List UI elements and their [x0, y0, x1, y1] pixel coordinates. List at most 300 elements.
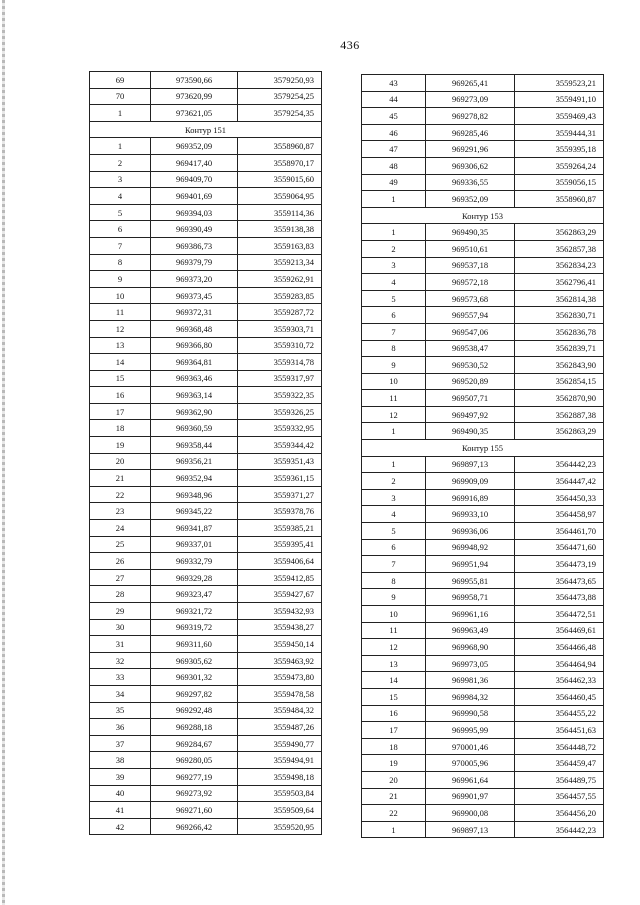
- table-row: [362, 224, 604, 241]
- table-row: [90, 486, 322, 503]
- x-coordinate-cell: 969984,32: [426, 688, 515, 705]
- table-row: [362, 191, 604, 208]
- table-row: [90, 171, 322, 188]
- y-coordinate-cell: 3558960,87: [238, 138, 322, 155]
- point-number-cell: 12: [362, 406, 426, 423]
- y-coordinate-cell: 3559314,78: [238, 354, 322, 371]
- point-number-cell: 4: [362, 274, 426, 291]
- y-coordinate-cell: 3559378,76: [238, 503, 322, 520]
- table-row: [362, 307, 604, 324]
- point-number-cell: 33: [90, 669, 151, 686]
- x-coordinate-cell: 969507,71: [426, 390, 515, 407]
- table-row: [362, 622, 604, 639]
- x-coordinate-cell: 969948,92: [426, 539, 515, 556]
- point-number-cell: 22: [90, 486, 151, 503]
- y-coordinate-cell: 3559406,64: [238, 553, 322, 570]
- point-number-cell: 27: [90, 569, 151, 586]
- x-coordinate-cell: 969951,94: [426, 556, 515, 573]
- y-coordinate-cell: 3559303,71: [238, 320, 322, 337]
- point-number-cell: 8: [362, 340, 426, 357]
- table-row: [362, 523, 604, 540]
- point-number-cell: 16: [362, 705, 426, 722]
- x-coordinate-cell: 969547,06: [426, 323, 515, 340]
- y-coordinate-cell: 3559344,42: [238, 437, 322, 454]
- y-coordinate-cell: 3559056,15: [515, 174, 604, 191]
- x-coordinate-cell: 969352,09: [426, 191, 515, 208]
- y-coordinate-cell: 3559494,91: [238, 752, 322, 769]
- table-row: [362, 606, 604, 623]
- point-number-cell: 3: [362, 257, 426, 274]
- x-coordinate-cell: 969490,35: [426, 423, 515, 440]
- y-coordinate-cell: 3559138,38: [238, 221, 322, 238]
- point-number-cell: 1: [362, 456, 426, 473]
- x-coordinate-cell: 970005,96: [426, 755, 515, 772]
- x-coordinate-cell: 969306,62: [426, 157, 515, 174]
- table-row: [362, 506, 604, 523]
- y-coordinate-cell: 3564462,33: [515, 672, 604, 689]
- x-coordinate-cell: 973590,66: [151, 72, 238, 89]
- x-coordinate-cell: 969284,67: [151, 735, 238, 752]
- y-coordinate-cell: 3559332,95: [238, 420, 322, 437]
- point-number-cell: 47: [362, 141, 426, 158]
- point-number-cell: 10: [362, 606, 426, 623]
- y-coordinate-cell: 3559351,43: [238, 453, 322, 470]
- point-number-cell: 17: [90, 403, 151, 420]
- coordinates-table-left: [89, 71, 322, 835]
- y-coordinate-cell: 3559064,95: [238, 188, 322, 205]
- x-coordinate-cell: 969897,13: [426, 456, 515, 473]
- table-row: [362, 423, 604, 440]
- point-number-cell: 9: [90, 271, 151, 288]
- point-number-cell: 1: [362, 821, 426, 838]
- table-row: [90, 569, 322, 586]
- table-row: [362, 572, 604, 589]
- point-number-cell: 17: [362, 722, 426, 739]
- x-coordinate-cell: 969573,68: [426, 290, 515, 307]
- point-number-cell: 7: [362, 556, 426, 573]
- x-coordinate-cell: 969530,52: [426, 357, 515, 374]
- y-coordinate-cell: 3559427,67: [238, 586, 322, 603]
- point-number-cell: 8: [362, 572, 426, 589]
- y-coordinate-cell: 3559438,27: [238, 619, 322, 636]
- y-coordinate-cell: 3564448,72: [515, 738, 604, 755]
- point-number-cell: 10: [90, 287, 151, 304]
- table-row: [90, 470, 322, 487]
- table-row: [90, 735, 322, 752]
- x-coordinate-cell: 969955,81: [426, 572, 515, 589]
- x-coordinate-cell: 969341,87: [151, 520, 238, 537]
- point-number-cell: 22: [362, 805, 426, 822]
- x-coordinate-cell: 969510,61: [426, 240, 515, 257]
- table-row: [90, 304, 322, 321]
- point-number-cell: 49: [362, 174, 426, 191]
- y-coordinate-cell: 3562836,78: [515, 323, 604, 340]
- table-row: [90, 370, 322, 387]
- y-coordinate-cell: 3562839,71: [515, 340, 604, 357]
- y-coordinate-cell: 3564489,75: [515, 771, 604, 788]
- table-row: [90, 702, 322, 719]
- x-coordinate-cell: 969345,22: [151, 503, 238, 520]
- x-coordinate-cell: 969386,73: [151, 237, 238, 254]
- table-row: [362, 390, 604, 407]
- x-coordinate-cell: 969362,90: [151, 403, 238, 420]
- y-coordinate-cell: 3564457,55: [515, 788, 604, 805]
- table-row: [90, 138, 322, 155]
- y-coordinate-cell: 3564471,60: [515, 539, 604, 556]
- y-coordinate-cell: 3564451,63: [515, 722, 604, 739]
- y-coordinate-cell: 3562887,38: [515, 406, 604, 423]
- contour-header: Контур 151: [90, 121, 322, 138]
- y-coordinate-cell: 3559487,26: [238, 719, 322, 736]
- point-number-cell: 31: [90, 636, 151, 653]
- table-row: [362, 788, 604, 805]
- point-number-cell: 69: [90, 72, 151, 89]
- left-table-body: [90, 72, 322, 835]
- y-coordinate-cell: 3564458,97: [515, 506, 604, 523]
- table-row: [90, 354, 322, 371]
- table-row: [362, 655, 604, 672]
- table-row: [90, 652, 322, 669]
- x-coordinate-cell: 969329,28: [151, 569, 238, 586]
- point-number-cell: 24: [90, 520, 151, 537]
- x-coordinate-cell: 969572,18: [426, 274, 515, 291]
- table-row: [362, 290, 604, 307]
- y-coordinate-cell: 3559310,72: [238, 337, 322, 354]
- table-row: [90, 802, 322, 819]
- y-coordinate-cell: 3559371,27: [238, 486, 322, 503]
- table-row: [362, 157, 604, 174]
- point-number-cell: 25: [90, 536, 151, 553]
- point-number-cell: 39: [90, 768, 151, 785]
- y-coordinate-cell: 3559498,18: [238, 768, 322, 785]
- point-number-cell: 3: [362, 489, 426, 506]
- table-row: [362, 274, 604, 291]
- x-coordinate-cell: 969490,35: [426, 224, 515, 241]
- y-coordinate-cell: 3579250,93: [238, 72, 322, 89]
- point-number-cell: 16: [90, 387, 151, 404]
- y-coordinate-cell: 3559395,18: [515, 141, 604, 158]
- x-coordinate-cell: 969285,46: [426, 124, 515, 141]
- y-coordinate-cell: 3564469,61: [515, 622, 604, 639]
- x-coordinate-cell: 969909,09: [426, 473, 515, 490]
- x-coordinate-cell: 969323,47: [151, 586, 238, 603]
- y-coordinate-cell: 3562870,90: [515, 390, 604, 407]
- x-coordinate-cell: 969273,92: [151, 785, 238, 802]
- point-number-cell: 11: [90, 304, 151, 321]
- table-row: [362, 108, 604, 125]
- point-number-cell: 5: [362, 523, 426, 540]
- point-number-cell: 19: [362, 755, 426, 772]
- table-row: [362, 771, 604, 788]
- x-coordinate-cell: 969394,03: [151, 204, 238, 221]
- y-coordinate-cell: 3559444,31: [515, 124, 604, 141]
- table-row: [362, 805, 604, 822]
- table-row: [90, 752, 322, 769]
- table-row: [90, 105, 322, 122]
- contour-header: Контур 155: [362, 440, 604, 457]
- point-number-cell: 38: [90, 752, 151, 769]
- table-row: [362, 556, 604, 573]
- point-number-cell: 6: [362, 307, 426, 324]
- point-number-cell: 10: [362, 373, 426, 390]
- point-number-cell: 7: [90, 237, 151, 254]
- y-coordinate-cell: 3562796,41: [515, 274, 604, 291]
- point-number-cell: 36: [90, 719, 151, 736]
- y-coordinate-cell: 3564447,42: [515, 473, 604, 490]
- point-number-cell: 70: [90, 88, 151, 105]
- point-number-cell: 43: [362, 75, 426, 92]
- table-row: [90, 685, 322, 702]
- y-coordinate-cell: 3564460,45: [515, 688, 604, 705]
- table-row: [362, 705, 604, 722]
- x-coordinate-cell: 969301,32: [151, 669, 238, 686]
- table-row: [362, 323, 604, 340]
- point-number-cell: 12: [90, 320, 151, 337]
- y-coordinate-cell: 3558960,87: [515, 191, 604, 208]
- y-coordinate-cell: 3564461,70: [515, 523, 604, 540]
- x-coordinate-cell: 969348,96: [151, 486, 238, 503]
- y-coordinate-cell: 3562814,38: [515, 290, 604, 307]
- table-row: [362, 473, 604, 490]
- table-row: [362, 406, 604, 423]
- coordinates-table-right: [361, 74, 604, 838]
- table-row: [362, 589, 604, 606]
- point-number-cell: 32: [90, 652, 151, 669]
- x-coordinate-cell: 969364,81: [151, 354, 238, 371]
- table-row: [90, 387, 322, 404]
- x-coordinate-cell: 969278,82: [426, 108, 515, 125]
- y-coordinate-cell: 3564466,48: [515, 639, 604, 656]
- table-row: [90, 154, 322, 171]
- y-coordinate-cell: 3559490,77: [238, 735, 322, 752]
- y-coordinate-cell: 3562857,38: [515, 240, 604, 257]
- point-number-cell: 1: [362, 224, 426, 241]
- table-row: [90, 636, 322, 653]
- y-coordinate-cell: 3559361,15: [238, 470, 322, 487]
- table-row: [362, 539, 604, 556]
- point-number-cell: 1: [362, 423, 426, 440]
- x-coordinate-cell: 969332,79: [151, 553, 238, 570]
- x-coordinate-cell: 969990,58: [426, 705, 515, 722]
- point-number-cell: 11: [362, 622, 426, 639]
- x-coordinate-cell: 969273,09: [426, 91, 515, 108]
- y-coordinate-cell: 3559283,85: [238, 287, 322, 304]
- point-number-cell: 30: [90, 619, 151, 636]
- x-coordinate-cell: 969520,89: [426, 373, 515, 390]
- y-coordinate-cell: 3564450,33: [515, 489, 604, 506]
- x-coordinate-cell: 969297,82: [151, 685, 238, 702]
- point-number-cell: 20: [362, 771, 426, 788]
- point-number-cell: 23: [90, 503, 151, 520]
- x-coordinate-cell: 969321,72: [151, 603, 238, 620]
- x-coordinate-cell: 969358,44: [151, 437, 238, 454]
- point-number-cell: 2: [90, 154, 151, 171]
- point-number-cell: 18: [90, 420, 151, 437]
- y-coordinate-cell: 3564473,88: [515, 589, 604, 606]
- y-coordinate-cell: 3564456,20: [515, 805, 604, 822]
- table-row: [90, 287, 322, 304]
- y-coordinate-cell: 3559287,72: [238, 304, 322, 321]
- y-coordinate-cell: 3559432,93: [238, 603, 322, 620]
- x-coordinate-cell: 973620,99: [151, 88, 238, 105]
- y-coordinate-cell: 3559326,25: [238, 403, 322, 420]
- y-coordinate-cell: 3579254,35: [238, 105, 322, 122]
- x-coordinate-cell: 969363,14: [151, 387, 238, 404]
- x-coordinate-cell: 969352,94: [151, 470, 238, 487]
- point-number-cell: 2: [362, 240, 426, 257]
- x-coordinate-cell: 969409,70: [151, 171, 238, 188]
- x-coordinate-cell: 970001,46: [426, 738, 515, 755]
- table-row: [362, 821, 604, 838]
- x-coordinate-cell: 969936,06: [426, 523, 515, 540]
- y-coordinate-cell: 3564455,22: [515, 705, 604, 722]
- y-coordinate-cell: 3564442,23: [515, 821, 604, 838]
- y-coordinate-cell: 3559463,92: [238, 652, 322, 669]
- table-row: [90, 437, 322, 454]
- x-coordinate-cell: 969390,49: [151, 221, 238, 238]
- y-coordinate-cell: 3559491,10: [515, 91, 604, 108]
- table-row: [90, 619, 322, 636]
- table-row: [362, 174, 604, 191]
- x-coordinate-cell: 969379,79: [151, 254, 238, 271]
- right-table-body: [362, 75, 604, 838]
- x-coordinate-cell: 969497,92: [426, 406, 515, 423]
- x-coordinate-cell: 969336,55: [426, 174, 515, 191]
- point-number-cell: 19: [90, 437, 151, 454]
- x-coordinate-cell: 969337,01: [151, 536, 238, 553]
- point-number-cell: 1: [90, 105, 151, 122]
- table-row: [90, 188, 322, 205]
- table-row: [362, 456, 604, 473]
- point-number-cell: 4: [362, 506, 426, 523]
- point-number-cell: 26: [90, 553, 151, 570]
- table-row: [90, 719, 322, 736]
- y-coordinate-cell: 3559322,35: [238, 387, 322, 404]
- x-coordinate-cell: 969291,96: [426, 141, 515, 158]
- point-number-cell: 6: [362, 539, 426, 556]
- point-number-cell: 37: [90, 735, 151, 752]
- y-coordinate-cell: 3559412,85: [238, 569, 322, 586]
- point-number-cell: 41: [90, 802, 151, 819]
- x-coordinate-cell: 969417,40: [151, 154, 238, 171]
- table-row: [362, 257, 604, 274]
- table-row: [90, 536, 322, 553]
- x-coordinate-cell: 969292,48: [151, 702, 238, 719]
- table-row: [90, 420, 322, 437]
- point-number-cell: 6: [90, 221, 151, 238]
- point-number-cell: 8: [90, 254, 151, 271]
- x-coordinate-cell: 969266,42: [151, 818, 238, 835]
- table-row: [362, 672, 604, 689]
- contour-header-row: [362, 207, 604, 224]
- y-coordinate-cell: 3559503,84: [238, 785, 322, 802]
- table-row: [90, 271, 322, 288]
- x-coordinate-cell: 969277,19: [151, 768, 238, 785]
- x-coordinate-cell: 969557,94: [426, 307, 515, 324]
- y-coordinate-cell: 3564464,94: [515, 655, 604, 672]
- point-number-cell: 12: [362, 639, 426, 656]
- x-coordinate-cell: 969265,41: [426, 75, 515, 92]
- x-coordinate-cell: 969973,05: [426, 655, 515, 672]
- y-coordinate-cell: 3562863,29: [515, 423, 604, 440]
- point-number-cell: 18: [362, 738, 426, 755]
- point-number-cell: 14: [362, 672, 426, 689]
- x-coordinate-cell: 969958,71: [426, 589, 515, 606]
- point-number-cell: 35: [90, 702, 151, 719]
- table-row: [90, 520, 322, 537]
- y-coordinate-cell: 3564472,51: [515, 606, 604, 623]
- point-number-cell: 48: [362, 157, 426, 174]
- y-coordinate-cell: 3564473,65: [515, 572, 604, 589]
- y-coordinate-cell: 3559163,83: [238, 237, 322, 254]
- table-row: [90, 603, 322, 620]
- x-coordinate-cell: 969305,62: [151, 652, 238, 669]
- y-coordinate-cell: 3559478,58: [238, 685, 322, 702]
- x-coordinate-cell: 969961,16: [426, 606, 515, 623]
- table-row: [90, 337, 322, 354]
- table-row: [362, 755, 604, 772]
- y-coordinate-cell: 3562863,29: [515, 224, 604, 241]
- table-row: [90, 669, 322, 686]
- point-number-cell: 7: [362, 323, 426, 340]
- point-number-cell: 28: [90, 586, 151, 603]
- y-coordinate-cell: 3559262,91: [238, 271, 322, 288]
- point-number-cell: 13: [90, 337, 151, 354]
- x-coordinate-cell: 969311,60: [151, 636, 238, 653]
- contour-header: Контур 153: [362, 207, 604, 224]
- point-number-cell: 4: [90, 188, 151, 205]
- table-row: [90, 403, 322, 420]
- table-row: [90, 453, 322, 470]
- point-number-cell: 15: [362, 688, 426, 705]
- point-number-cell: 9: [362, 357, 426, 374]
- y-coordinate-cell: 3564442,23: [515, 456, 604, 473]
- point-number-cell: 34: [90, 685, 151, 702]
- point-number-cell: 9: [362, 589, 426, 606]
- x-coordinate-cell: 969319,72: [151, 619, 238, 636]
- point-number-cell: 1: [90, 138, 151, 155]
- y-coordinate-cell: 3559213,34: [238, 254, 322, 271]
- x-coordinate-cell: 969373,45: [151, 287, 238, 304]
- y-coordinate-cell: 3562834,23: [515, 257, 604, 274]
- table-row: [90, 503, 322, 520]
- x-coordinate-cell: 969368,48: [151, 320, 238, 337]
- y-coordinate-cell: 3559520,95: [238, 818, 322, 835]
- table-row: [362, 639, 604, 656]
- point-number-cell: 5: [362, 290, 426, 307]
- x-coordinate-cell: 969372,31: [151, 304, 238, 321]
- y-coordinate-cell: 3562854,15: [515, 373, 604, 390]
- x-coordinate-cell: 969373,20: [151, 271, 238, 288]
- table-row: [362, 373, 604, 390]
- x-coordinate-cell: 969280,05: [151, 752, 238, 769]
- x-coordinate-cell: 969352,09: [151, 138, 238, 155]
- point-number-cell: 29: [90, 603, 151, 620]
- x-coordinate-cell: 969900,08: [426, 805, 515, 822]
- x-coordinate-cell: 969356,21: [151, 453, 238, 470]
- y-coordinate-cell: 3564473,19: [515, 556, 604, 573]
- x-coordinate-cell: 969963,49: [426, 622, 515, 639]
- y-coordinate-cell: 3559015,60: [238, 171, 322, 188]
- x-coordinate-cell: 969897,13: [426, 821, 515, 838]
- x-coordinate-cell: 969360,59: [151, 420, 238, 437]
- x-coordinate-cell: 969363,46: [151, 370, 238, 387]
- x-coordinate-cell: 969961,64: [426, 771, 515, 788]
- point-number-cell: 1: [362, 191, 426, 208]
- y-coordinate-cell: 3562843,90: [515, 357, 604, 374]
- point-number-cell: 15: [90, 370, 151, 387]
- contour-header-row: [90, 121, 322, 138]
